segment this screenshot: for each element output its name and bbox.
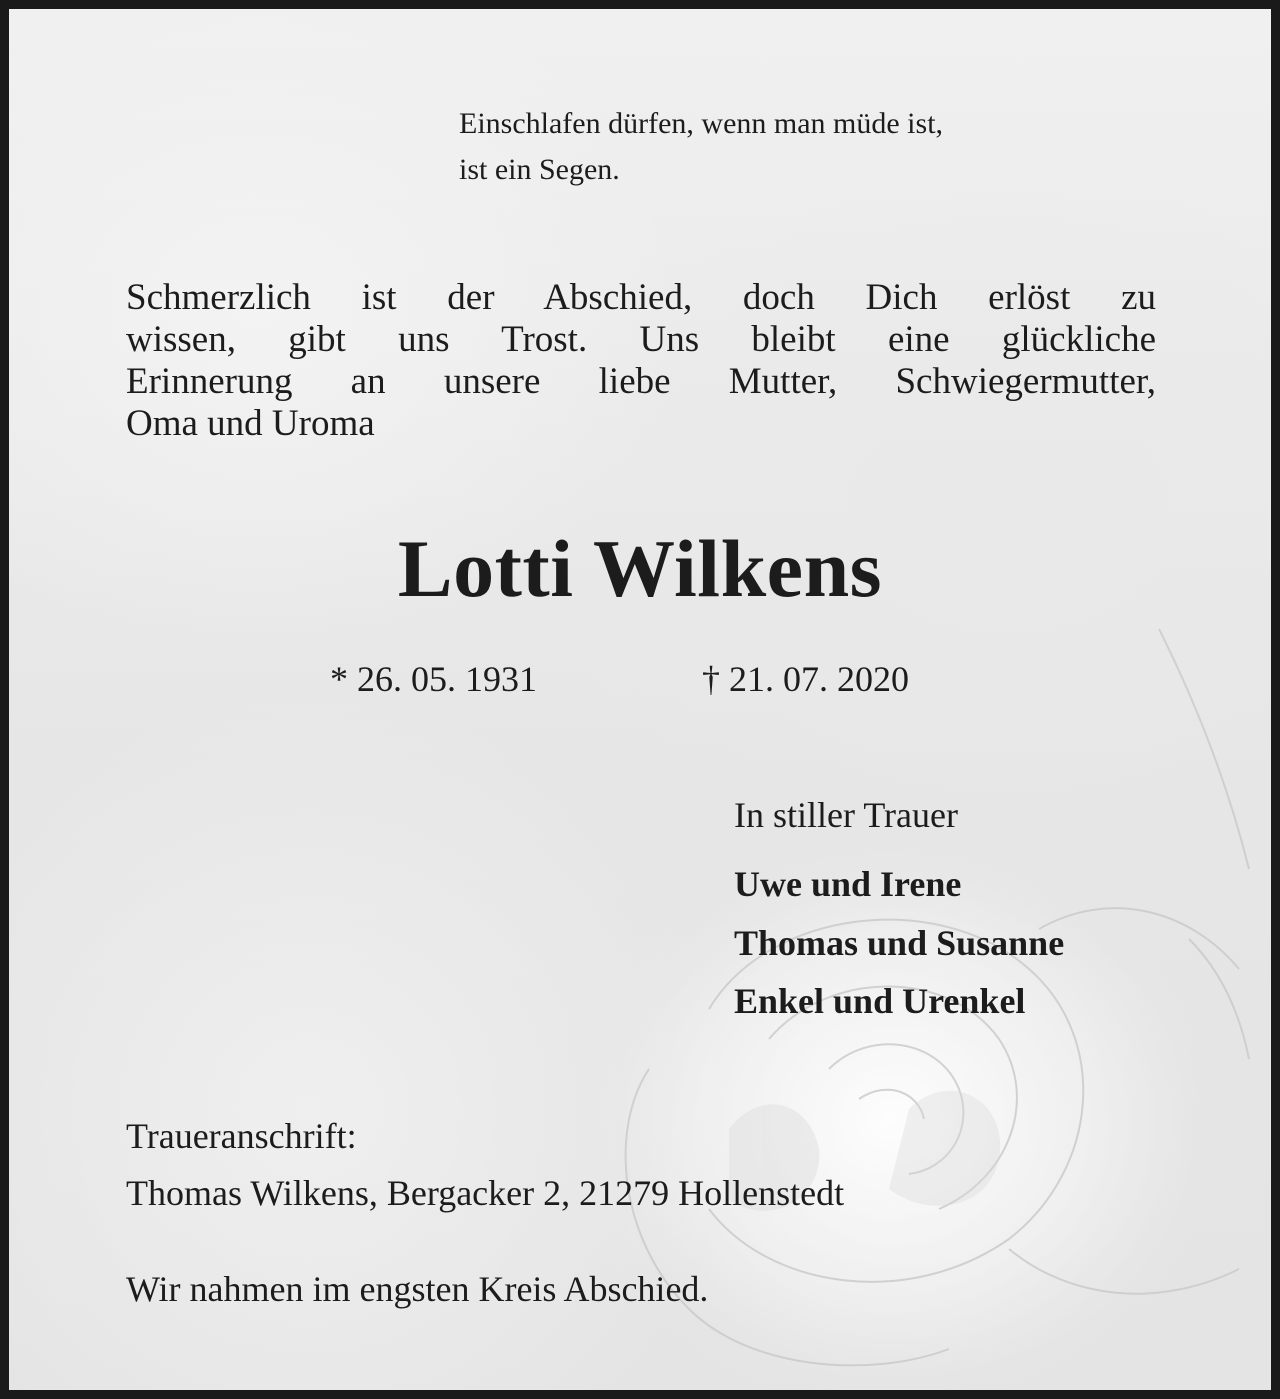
farewell-line-1: Schmerzlich ist der Abschied, doch Dich erlöst zu bbox=[126, 277, 1156, 318]
farewell-paragraph bbox=[126, 277, 1156, 445]
death-date: † 21. 07. 2020 bbox=[702, 659, 909, 699]
deceased-name: Lotti Wilkens bbox=[397, 523, 883, 614]
birth-date: * 26. 05. 1931 bbox=[330, 659, 537, 699]
mourner-name: Thomas und Susanne bbox=[734, 923, 1065, 963]
mourning-intro: In stiller Trauer bbox=[734, 795, 958, 835]
address-text: Thomas Wilkens, Bergacker 2, 21279 Hollenstedt bbox=[126, 1173, 845, 1213]
farewell-line-2: wissen, gibt uns Trost. Uns bleibt eine glückliche bbox=[126, 319, 1156, 360]
motto-quote bbox=[459, 101, 943, 193]
address-label: Traueranschrift: bbox=[126, 1116, 357, 1156]
mourner-name: Uwe und Irene bbox=[734, 864, 962, 904]
mourner-name: Enkel und Urenkel bbox=[734, 981, 1026, 1021]
farewell-line-3: Erinnerung an unsere liebe Mutter, Schwiegermutter, bbox=[126, 361, 1156, 402]
closing-note: Wir nahmen im engsten Kreis Abschied. bbox=[126, 1269, 709, 1309]
motto-line-1: Einschlafen dürfen, wenn man müde ist, bbox=[459, 107, 944, 140]
farewell-line-4: Oma und Uroma bbox=[126, 403, 375, 444]
motto-line-2: ist ein Segen. bbox=[459, 153, 620, 186]
